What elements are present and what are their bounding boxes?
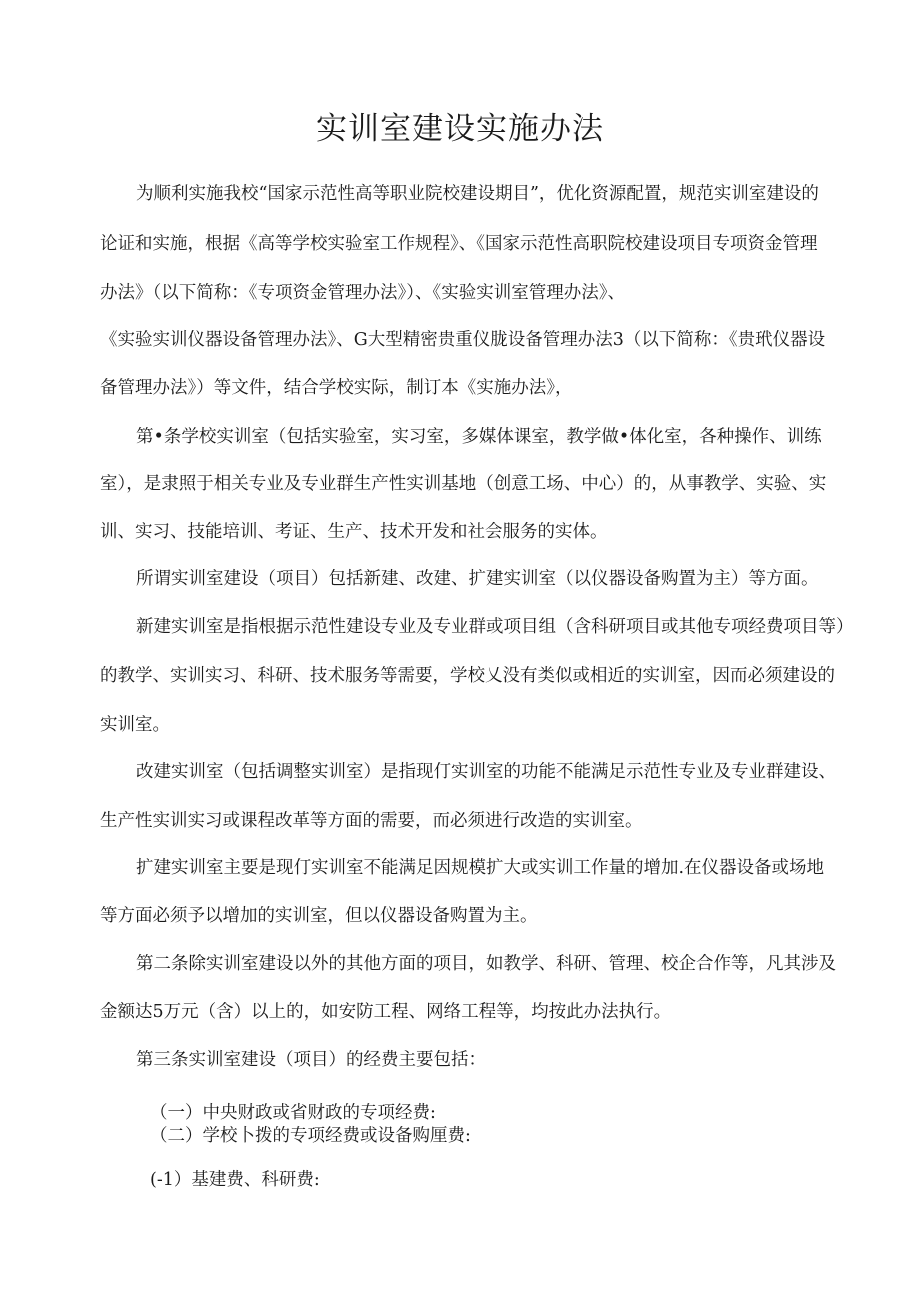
document-title: 实训室建设实施办法	[316, 111, 604, 147]
list-item: （一）中央财政或省财政的专项经费:	[150, 1103, 436, 1123]
paragraph-line: 备管理办法》）等文件，结合学校实际，制订本《实施办法》，	[100, 378, 573, 398]
paragraph-line: 第•条学校实训室（包括实验室，实习室，多媒体课室，教学做•体化室，各种操作、训练	[136, 427, 822, 447]
paragraph-line: 论证和实施，根据《高等学校实验室工作规程》、《国家示范性高职院校建设项目专项资金管理	[100, 234, 818, 254]
list-item: （二）学校卜拨的专项经费或设备购厘费:	[150, 1126, 471, 1146]
paragraph-line: 金额达5万元（含）以上的，如安防工程、网络工程等，均按此办法执行。	[100, 1002, 672, 1022]
paragraph-line: 第二条除实训室建设以外的其他方面的项目，如教学、科研、管理、校企合作等，凡其涉及	[136, 954, 836, 974]
paragraph-line: 《实验实训仪器设备管理办法》、G大型精密贵重仪胧设备管理办法3（以下简称：《贵玳仪器设	[100, 330, 826, 350]
paragraph-line: 第三条实训室建设（项目）的经费主要包括：	[136, 1050, 486, 1070]
paragraph-line: 为顺利实施我校“国家示范性高等职业院校建设期目”，优化资源配置，规范实训室建设的	[136, 184, 819, 204]
paragraph-line: 的教学、实训实习、科研、技术服务等需要，学校乂没有类似或相近的实训室，因而必须建设的	[100, 666, 835, 686]
paragraph-line: 实训室。	[100, 715, 170, 735]
list-item: (-1）基建费、科研费:	[150, 1170, 320, 1190]
paragraph-line: 生产性实训实习或课程改革等方面的需要，而必须进行改造的实训室。	[100, 811, 643, 831]
paragraph-line: 扩建实训室主要是现仃实训室不能满足因规模扩大或实训工作量的增加.在仪器设备或场地	[136, 858, 825, 878]
paragraph-line: 训、实习、技能培训、考证、生产、技术开发和社会服务的实体。	[100, 522, 608, 542]
paragraph-line: 新建实训室是指根据示范性建设专业及专业群或项目组（含科研项目或其他专项经费项目等）	[136, 617, 854, 637]
paragraph-line: 改建实训室（包括调整实训室）是指现仃实训室的功能不能满足示范性专业及专业群建设、	[136, 762, 836, 782]
paragraph-line: 所谓实训室建设（项目）包括新建、改建、扩建实训室（以仪器设备购置为主）等方面。	[136, 569, 819, 589]
paragraph-line: 室），是隶照于相关专业及专业群生产性实训基地（创意工场、中心）的，从事教学、实验、实	[100, 474, 827, 494]
paragraph-line: 等方面必须予以增加的实训室，但以仪器设备购置为主。	[100, 906, 538, 926]
paragraph-line: 办法》（以下简称：《专项资金管理办法》）、《实验实训室管理办法》、	[100, 283, 625, 303]
